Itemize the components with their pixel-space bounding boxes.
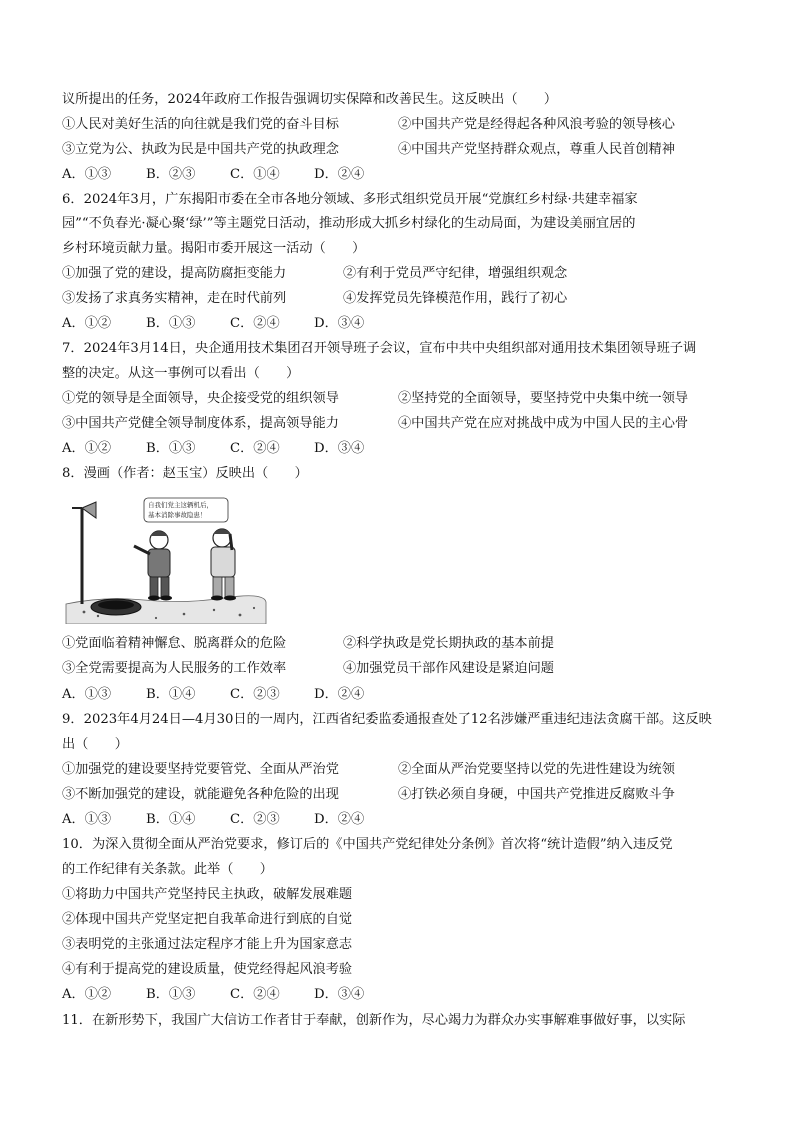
q6-option-2: ②有利于党员严守纪律，增强组织观念: [343, 266, 568, 281]
q10-stem-line-1: 10．为深入贯彻全面从严治党要求，修订后的《中国共产党纪律处分条例》首次将“统计造假”纳入违反党: [62, 837, 673, 852]
q5-choice-c: C．①④: [230, 167, 280, 182]
q8-choice-d: D．②④: [314, 687, 365, 702]
q7-choices: [62, 440, 398, 458]
q6-option-3: ③发扬了求真务实精神，走在时代前列: [62, 291, 287, 306]
q5-stem-tail: 议所提出的任务，2024年政府工作报告强调切实保障和改善民生。这反映出（ ）: [62, 92, 558, 107]
q10-choice-d: D．③④: [314, 987, 365, 1002]
q7-option-3: ③中国共产党健全领导制度体系，提高领导能力: [62, 416, 339, 431]
q6-stem-line-2: 园”“不负春光·凝心聚‘绿’”等主题党日活动，推动形成大抓乡村绿化的生动局面，为建设美丽宜居的: [62, 216, 636, 231]
cartoon-bubble-line-2: 基本消除事故隐患！: [148, 511, 207, 519]
q5-option-2: ②中国共产党是经得起各种风浪考验的领导核心: [398, 117, 675, 132]
q6-option-1: ①加强了党的建设，提高防腐拒变能力: [62, 266, 287, 281]
q10-option-1: ①将助力中国共产党坚持民主执政，破解发展难题: [62, 887, 353, 902]
q5-option-4: ④中国共产党坚持群众观点，尊重人民首创精神: [398, 142, 675, 157]
q7-choice-d: D．③④: [314, 441, 365, 456]
q9-choice-c: C．②③: [230, 812, 280, 827]
q7-choice-c: C．②④: [230, 441, 280, 456]
q10-choice-b: B．①③: [146, 987, 196, 1002]
q8-option-4: ④加强党员干部作风建设是紧迫问题: [343, 661, 554, 676]
q8-choices: [62, 686, 398, 704]
q8-stem: 8．漫画（作者：赵玉宝）反映出（ ）: [62, 466, 308, 481]
cartoon-figure-right: [211, 529, 236, 601]
q6-choice-c: C．②④: [230, 316, 280, 331]
cartoon-figure-left: [134, 531, 172, 601]
q6-choice-a: A．①②: [62, 316, 112, 331]
q9-stem-line-1: 9．2023年4月24日—4月30日的一周内，江西省纪委监委通报查处了12名涉嫌严重违纪违法贪腐干部。这反映: [62, 712, 712, 727]
q5-choice-d: D．②④: [314, 167, 365, 182]
q6-option-4: ④发挥党员先锋模范作用，践行了初心: [343, 291, 568, 306]
q9-choice-b: B．①④: [146, 812, 196, 827]
q6-choice-b: B．①③: [146, 316, 196, 331]
q5-option-3: ③立党为公、执政为民是中国共产党的执政理念: [62, 142, 339, 157]
q8-choice-c: C．②③: [230, 687, 280, 702]
q9-option-3: ③不断加强党的建设，就能避免各种危险的出现: [62, 787, 339, 802]
q7-choice-b: B．①③: [146, 441, 196, 456]
q9-option-2: ②全面从严治党要坚持以党的先进性建设为统领: [398, 762, 675, 777]
q10-option-2: ②体现中国共产党坚定把自我革命进行到底的自觉: [62, 912, 353, 927]
q8-choice-a: A．①③: [62, 687, 112, 702]
q10-option-3: ③表明党的主张通过法定程序才能上升为国家意志: [62, 937, 353, 952]
q6-choice-d: D．③④: [314, 316, 365, 331]
q10-choice-a: A．①②: [62, 987, 112, 1002]
q7-choice-a: A．①②: [62, 441, 112, 456]
q7-option-1: ①党的领导是全面领导，央企接受党的组织领导: [62, 391, 339, 406]
q9-option-1: ①加强党的建设要坚持党要管党、全面从严治党: [62, 762, 339, 777]
q9-choices: [62, 811, 398, 829]
q10-choices: [62, 986, 398, 1004]
cartoon-image: [64, 494, 268, 624]
q11-stem-line-1: 11．在新形势下，我国广大信访工作者甘于奉献，创新作为，尽心竭力为群众办实事解难事做好事，以实际: [62, 1013, 686, 1028]
q6-choices: [62, 315, 398, 333]
q6-stem-line-3: 乡村环境贡献力量。揭阳市委开展这一活动（ ）: [62, 241, 366, 256]
cartoon-bubble-line-1: 自我们党主这辆机后，: [148, 501, 213, 509]
q9-choice-a: A．①③: [62, 812, 112, 827]
q7-option-2: ②坚持党的全面领导，要坚持党中央集中统一领导: [398, 391, 689, 406]
q10-choice-c: C．②④: [230, 987, 280, 1002]
q8-option-2: ②科学执政是党长期执政的基本前提: [343, 636, 554, 651]
q10-stem-line-2: 的工作纪律有关条款。此举（ ）: [62, 862, 273, 877]
q9-stem-line-2: 出（ ）: [62, 737, 128, 752]
q9-choice-d: D．②④: [314, 812, 365, 827]
q5-option-1: ①人民对美好生活的向往就是我们党的奋斗目标: [62, 117, 339, 132]
q5-choice-a: A．①③: [62, 167, 112, 182]
q8-option-3: ③全党需要提高为人民服务的工作效率: [62, 661, 287, 676]
q7-stem-line-1: 7．2024年3月14日，央企通用技术集团召开领导班子会议，宣布中共中央组织部对通用技术集团领导班子调: [62, 341, 697, 356]
q10-option-4: ④有利于提高党的建设质量，使党经得起风浪考验: [62, 962, 353, 977]
q9-option-4: ④打铁必须自身硬，中国共产党推进反腐败斗争: [398, 787, 675, 802]
q7-option-4: ④中国共产党在应对挑战中成为中国人民的主心骨: [398, 416, 689, 431]
q8-choice-b: B．①④: [146, 687, 196, 702]
q5-choices: [62, 166, 398, 184]
q8-option-1: ①党面临着精神懈怠、脱离群众的危险: [62, 636, 287, 651]
q5-choice-b: B．②③: [146, 167, 196, 182]
q7-stem-line-2: 整的决定。从这一事例可以看出（ ）: [62, 366, 300, 381]
q6-stem-line-1: 6．2024年3月，广东揭阳市委在全市各地分领域、多形式组织党员开展“党旗红乡村绿·共建幸福家: [62, 192, 638, 207]
